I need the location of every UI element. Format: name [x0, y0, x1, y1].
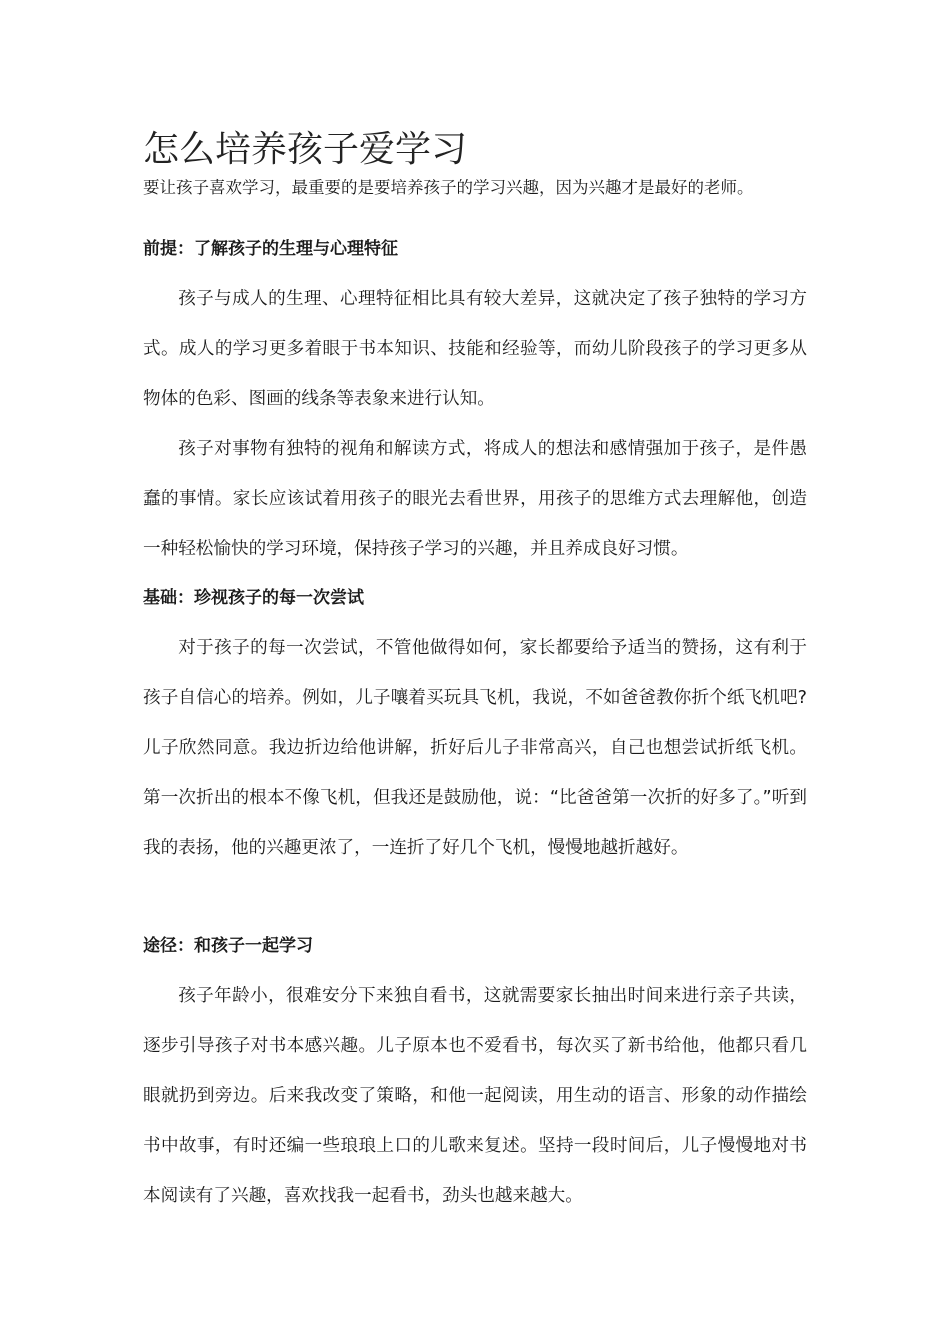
section-heading-foundation: 基础：珍视孩子的每一次尝试: [143, 588, 364, 608]
section-paragraph: 孩子与成人的生理、心理特征相比具有较大差异，这就决定了孩子独特的学习方式。成人的学习更多着眼于书本知识、技能和经验等，而幼儿阶段孩子的学习更多从物体的色彩、图画的线条等表象来进行认知。: [143, 289, 807, 409]
section-paragraph: 孩子年龄小，很难安分下来独自看书，这就需要家长抽出时间来进行亲子共读，逐步引导孩子对书本感兴趣。儿子原本也不爱看书，每次买了新书给他，他都只看几眼就扔到旁边。后来我改变了策略，和他一起阅读，用生动的语言、形象的动作描绘书中故事，有时还编一些琅琅上口的儿歌来复述。坚持一段时间后，儿子慢慢地对书本阅读有了兴趣，喜欢找我一起看书，劲头也越来越大。: [143, 986, 807, 1206]
section-heading-approach: 途径：和孩子一起学习: [143, 936, 313, 956]
section-paragraph: 孩子对事物有独特的视角和解读方式，将成人的想法和感情强加于孩子，是件愚蠢的事情。家长应该试着用孩子的眼光去看世界，用孩子的思维方式去理解他，创造一种轻松愉快的学习环境，保持孩子学习的兴趣，并且养成良好习惯。: [143, 439, 807, 559]
intro-paragraph: 要让孩子喜欢学习，最重要的是要培养孩子的学习兴趣，因为兴趣才是最好的老师。: [143, 178, 754, 197]
document-title: 怎么培养孩子爱学习: [143, 129, 468, 170]
section-paragraph: 对于孩子的每一次尝试，不管他做得如何，家长都要给予适当的赞扬，这有利于孩子自信心的培养。例如，儿子嚷着买玩具飞机，我说，不如爸爸教你折个纸飞机吧?儿子欣然同意。我边折边给他讲解，折好后儿子非常高兴，自己也想尝试折纸飞机。第一次折出的根本不像飞机，但我还是鼓励他，说：“比爸爸第一次折的好多了。”听到我的表扬，他的兴趣更浓了，一连折了好几个飞机，慢慢地越折越好。: [143, 638, 807, 858]
section-heading-premise: 前提：了解孩子的生理与心理特征: [143, 239, 398, 259]
